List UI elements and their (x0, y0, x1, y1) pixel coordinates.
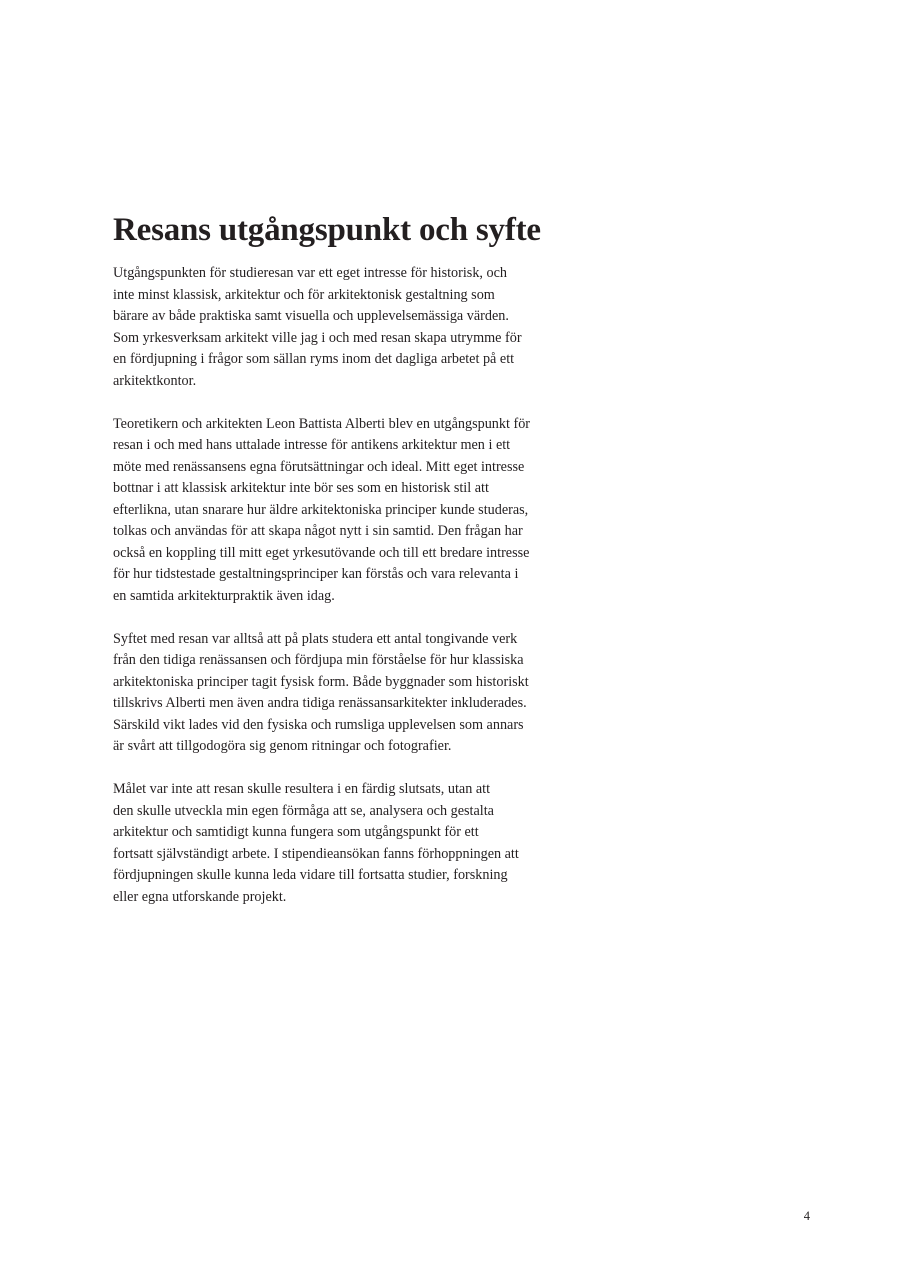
text-line: tillskrivs Alberti men även andra tidiga renässansarkitekter inkluderades. (113, 695, 527, 711)
text-line: efterlikna, utan snarare hur äldre arkitektoniska principer kunde studeras, (113, 501, 529, 518)
text-line: Syftet med resan var alltså att på plats studera ett antal tongivande verk (113, 630, 518, 647)
paragraph-goal (113, 779, 573, 908)
text-line: från den tidiga renässansen och fördjupa min förståelse för hur klassiska (113, 652, 524, 668)
text-line: fördjupningen skulle kunna leda vidare till fortsatta studier, forskning (113, 867, 508, 883)
text-line: en samtida arkitekturpraktik även idag. (113, 587, 335, 604)
paragraph-alberti (113, 414, 573, 608)
text-line: Målet var inte att resan skulle resultera i en färdig slutsats, utan att (113, 781, 491, 797)
text-line: Utgångspunkten för studieresan var ett eget intresse för historisk, och (113, 265, 507, 281)
text-line: är svårt att tillgodogöra sig genom ritningar och fotografier. (113, 738, 452, 754)
text-line: Som yrkesverksam arkitekt ville jag i och med resan skapa utrymme för (113, 329, 522, 346)
text-line: eller egna utforskande projekt. (113, 888, 287, 905)
text-line: inte minst klassisk, arkitektur och för arkitektonisk gestaltning som (113, 286, 495, 303)
text-line: bärare av både praktiska samt visuella och upplevelsemässiga värden. (113, 308, 509, 324)
text-line: arkitektur och samtidigt kunna fungera som utgångspunkt för ett (113, 824, 479, 840)
paragraph-purpose (113, 629, 573, 758)
text-line: Särskild vikt lades vid den fysiska och rumsliga upplevelsen som annars (113, 716, 524, 733)
text-line: Teoretikern och arkitekten Leon Battista Alberti blev en utgångspunkt för (113, 415, 531, 432)
text-line: för hur tidstestade gestaltningsprinciper kan förstås och vara relevanta i (113, 566, 519, 582)
text-line: arkitektkontor. (113, 372, 197, 389)
text-line: också en koppling till mitt eget yrkesutövande och till ett bredare intresse (113, 544, 530, 561)
text-line: en fördjupning i frågor som sällan ryms inom det dagliga arbetet på ett (113, 351, 515, 367)
page-number: 4 (803, 1209, 810, 1223)
text-line: resan i och med hans uttalade intresse för antikens arkitektur men i ett (113, 437, 511, 453)
text-line: fortsatt självständigt arbete. I stipendieansökan fanns förhoppningen att (113, 845, 519, 862)
page-title: Resans utgångspunkt och syfte (113, 212, 541, 248)
text-line: arkitektoniska principer tagit fysisk form. Både byggnader som historiskt (113, 673, 529, 690)
paragraph-purpose-origin (113, 263, 573, 392)
text-line: möte med renässansens egna förutsättningar och ideal. Mitt eget intresse (113, 458, 525, 475)
text-line: bottnar i att klassisk arkitektur inte bör ses som en historisk stil att (113, 480, 489, 496)
body-text (113, 263, 573, 930)
text-line: den skulle utveckla min egen förmåga att se, analysera och gestalta (113, 802, 494, 819)
text-line: tolkas och användas för att skapa något nytt i sin samtid. Den frågan har (113, 523, 523, 539)
